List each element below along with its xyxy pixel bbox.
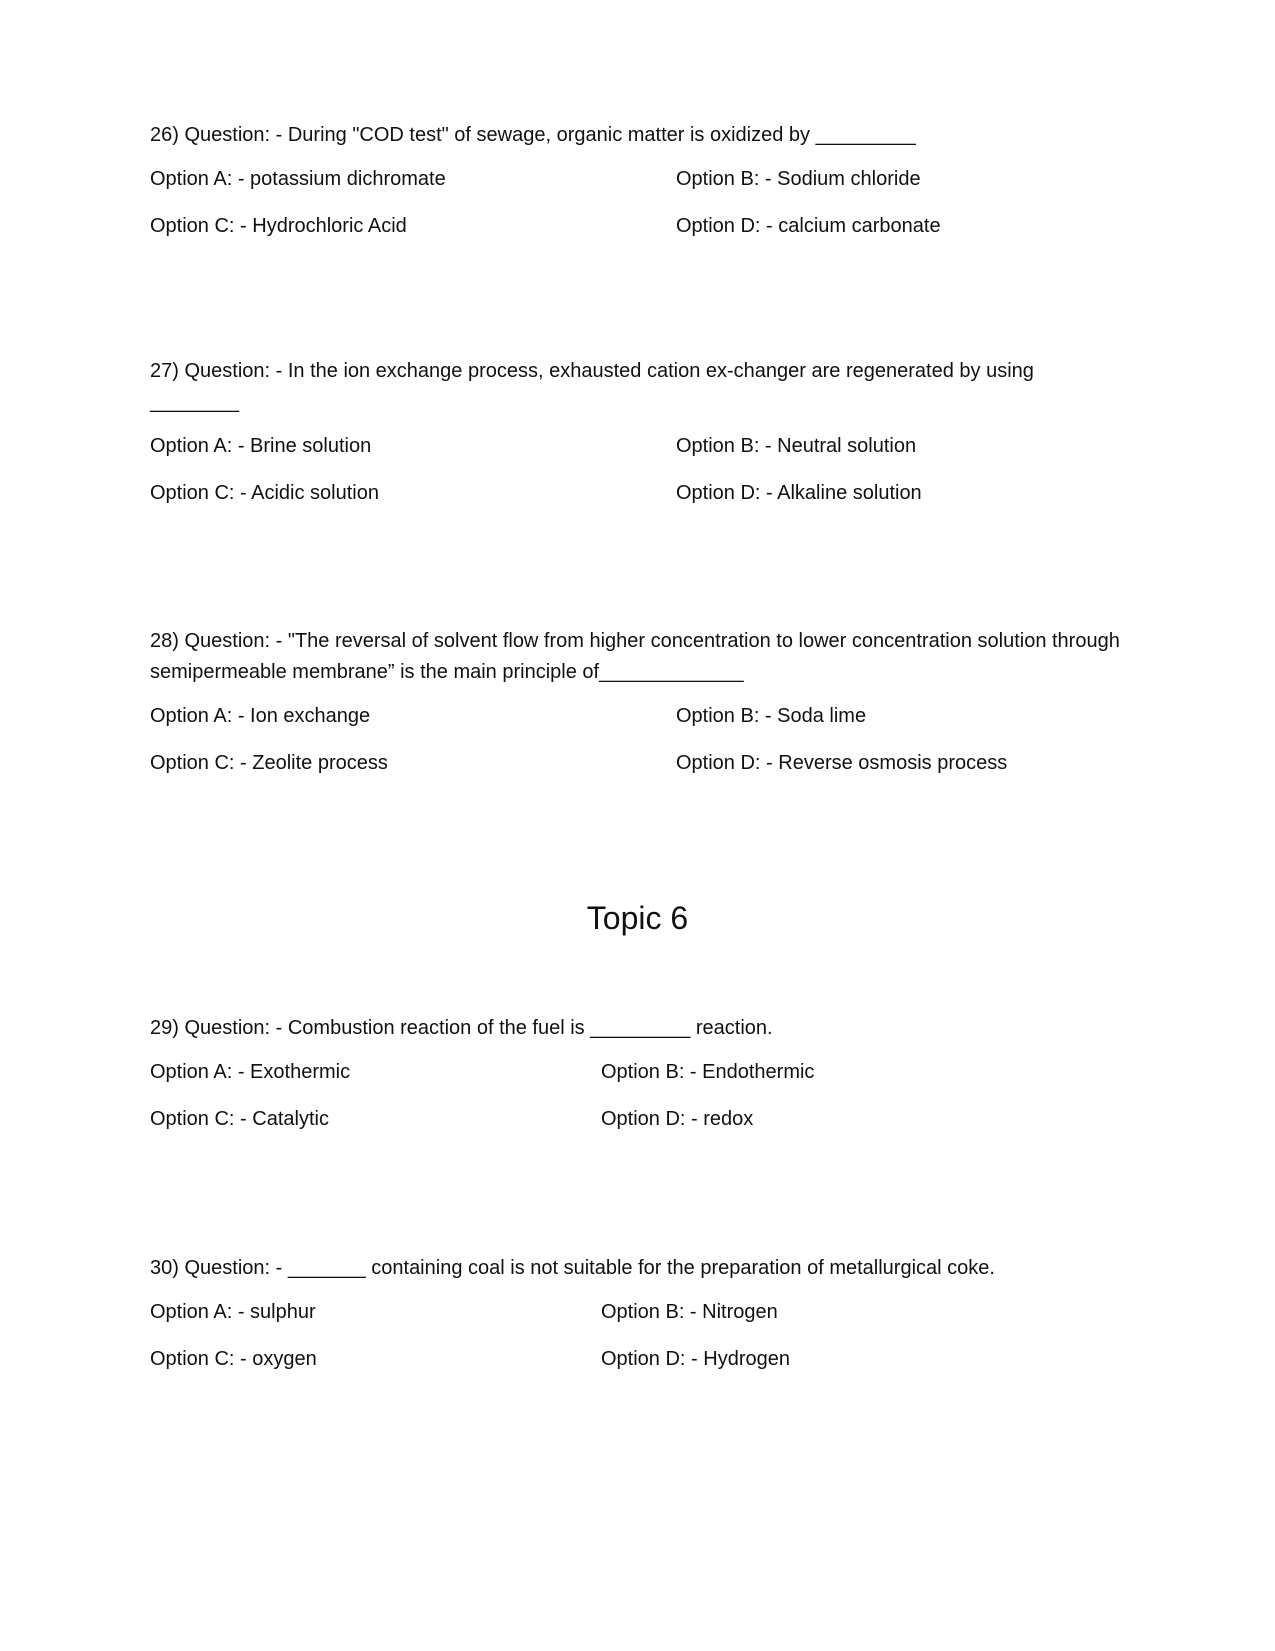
options-grid [150,165,1120,259]
question-text: 28) Question: - "The reversal of solvent flow from higher concentration to lower concentration solution through semipermeable membrane” is the main principle of_____________ [150,630,1120,683]
options-grid [150,432,1120,526]
option-d: Option D: - Alkaline solution [676,482,922,504]
question-28 [150,626,1120,796]
option-a: Option A: - sulphur [150,1301,316,1323]
options-grid [150,1298,1120,1392]
option-b: Option B: - Endothermic [601,1061,815,1083]
options-row [150,479,1120,526]
question-text: 29) Question: - Combustion reaction of the fuel is _________ reaction. [150,1017,773,1039]
question-text: 30) Question: - _______ containing coal is not suitable for the preparation of metallurgical coke. [150,1257,995,1279]
option-d: Option D: - calcium carbonate [676,215,941,237]
option-d: Option D: - Hydrogen [601,1348,790,1370]
options-row [150,702,1120,749]
question-26 [150,120,1120,259]
options-row [150,1345,1120,1392]
option-c: Option C: - Zeolite process [150,752,388,774]
option-a: Option A: - Exothermic [150,1061,351,1083]
options-row [150,749,1120,796]
question-29 [150,1013,1120,1152]
option-b: Option B: - Soda lime [676,705,867,727]
options-grid [150,702,1120,796]
option-c: Option C: - Acidic solution [150,482,379,504]
option-c: Option C: - Catalytic [150,1108,329,1130]
topic-heading: Topic 6 [586,900,689,936]
options-grid [150,1058,1120,1152]
options-row [150,1298,1120,1345]
option-b: Option B: - Neutral solution [676,435,917,457]
option-b: Option B: - Sodium chloride [676,168,921,190]
options-row [150,432,1120,479]
option-a: Option A: - potassium dichromate [150,168,446,190]
options-row [150,1105,1120,1152]
option-a: Option A: - Brine solution [150,435,372,457]
options-row [150,165,1120,212]
question-27 [150,356,1120,526]
options-row [150,212,1120,259]
option-c: Option C: - Hydrochloric Acid [150,215,407,237]
options-row [150,1058,1120,1105]
option-d: Option D: - Reverse osmosis process [676,752,1008,774]
option-d: Option D: - redox [601,1108,754,1130]
option-b: Option B: - Nitrogen [601,1301,778,1323]
question-30 [150,1253,1120,1392]
option-a: Option A: - Ion exchange [150,705,371,727]
option-c: Option C: - oxygen [150,1348,317,1370]
question-text: 27) Question: - In the ion exchange process, exhausted cation ex-changer are regenerated by using ________ [150,360,1034,413]
question-text: 26) Question: - During "COD test" of sewage, organic matter is oxidized by _________ [150,124,916,146]
